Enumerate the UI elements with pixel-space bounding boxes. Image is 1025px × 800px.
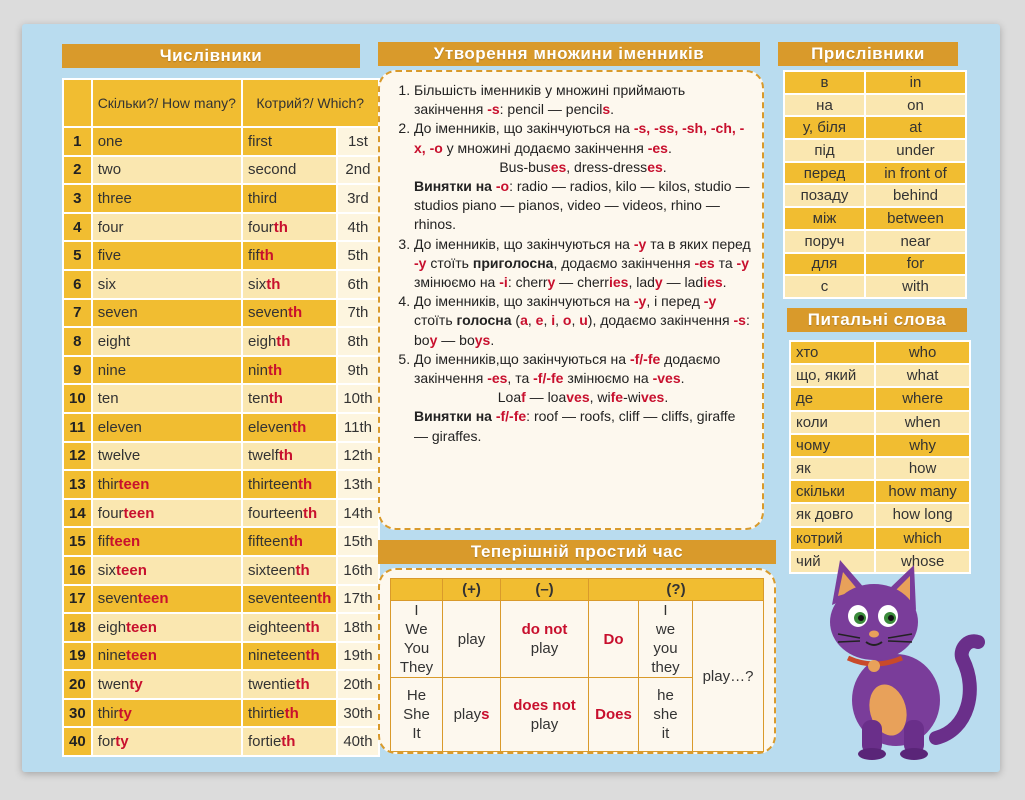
table-row	[790, 527, 970, 550]
table-row	[790, 411, 970, 434]
cardinal-suffix: teen	[123, 504, 155, 522]
numeral-number: 11	[63, 413, 92, 442]
cardinal-suffix: teen	[109, 533, 141, 551]
ordinal-word: eleventh	[242, 413, 337, 442]
ordinal-short: 16th	[337, 556, 378, 585]
adverb-ukr: для	[784, 253, 865, 276]
highlight: a	[520, 312, 528, 329]
ordinal-suffix: th	[302, 504, 318, 522]
cardinal-word: nine	[92, 356, 242, 385]
highlight: -es	[487, 370, 508, 387]
table-row	[784, 253, 966, 276]
numeral-number: 5	[63, 241, 92, 270]
highlight: -s	[733, 312, 746, 329]
question-word-eng: why	[875, 434, 970, 457]
ordinal-short: 19th	[337, 642, 378, 671]
ordinal-suffix: th	[288, 533, 303, 551]
highlight: es	[647, 158, 663, 175]
cardinal-word: nineteen	[92, 642, 242, 671]
highlight: ies	[608, 274, 629, 291]
ordinal-word: eighteenth	[242, 613, 337, 642]
ordinal-suffix: th	[295, 676, 310, 694]
ordinal-word: seventh	[242, 299, 337, 328]
highlight: i	[551, 312, 556, 329]
cardinal-word: one	[92, 127, 242, 156]
ordinal-short: 1st	[337, 127, 378, 156]
ordinal-short: 15th	[337, 527, 378, 556]
table-row	[63, 384, 379, 413]
table-row	[63, 585, 379, 614]
highlight: -y	[736, 254, 749, 271]
table-row	[63, 241, 379, 270]
numeral-number: 14	[63, 499, 92, 528]
table-row	[784, 116, 966, 139]
ps-verb-s: plays	[443, 678, 501, 752]
table-row	[784, 207, 966, 230]
highlight: -y	[414, 254, 427, 271]
numerals-table	[62, 78, 380, 757]
ordinal-short: 3rd	[337, 184, 378, 213]
ordinal-suffix: th	[266, 275, 281, 293]
adverb-eng: with	[865, 275, 966, 298]
table-row	[790, 364, 970, 387]
highlight: s	[602, 101, 611, 118]
numerals-title: Числівники	[62, 44, 360, 68]
numeral-number: 6	[63, 270, 92, 299]
ordinal-short: 18th	[337, 613, 378, 642]
rule-5: 5. До іменників,що закінчуються на -f/-fe додаємо закінчення -es, та -f/-fe змінюємо на -ves. Loaf — loaves, wife-wives. Винятки на -f/-fe: roof — roofs, cliff — cliffs, giraffe — giraffes.	[414, 350, 752, 446]
rule-2: 2. До іменників, що закінчуються на -s, -ss, -sh, -ch, -x, -o у множині додаємо закінчення -es. Bus-buses, dress-dresses. Винятки на -o: radio — radios, kilo — kilos, studio — studios piano — pianos, video — videos, rhino — rhinos.	[414, 119, 752, 234]
ordinal-short: 17th	[337, 585, 378, 614]
numeral-number: 10	[63, 384, 92, 413]
adverb-ukr: на	[784, 94, 865, 117]
table-row	[63, 184, 379, 213]
rule-2-exceptions: Винятки на -o: radio — radios, kilo — kilos, studio — studios piano — pianos, video — videos, rhino — rhinos.	[414, 178, 750, 233]
plural-rules	[378, 70, 764, 530]
table-row	[790, 387, 970, 410]
question-word-eng: which	[875, 527, 970, 550]
ordinal-word: sixth	[242, 270, 337, 299]
highlight: -es	[647, 139, 668, 156]
question-word-eng: how	[875, 457, 970, 480]
cat-illustration	[818, 560, 988, 760]
highlight: es	[550, 158, 567, 175]
adverb-eng: between	[865, 207, 966, 230]
question-word-ukr: котрий	[790, 527, 875, 550]
highlight: y	[429, 331, 438, 348]
question-words-table	[789, 340, 971, 574]
adverb-eng: behind	[865, 184, 966, 207]
adverb-eng: in	[865, 71, 966, 94]
table-row	[784, 71, 966, 94]
question-word-eng: when	[875, 411, 970, 434]
highlight: -s	[487, 101, 500, 118]
numeral-number: 30	[63, 699, 92, 728]
highlight: -y	[703, 293, 717, 310]
ordinal-suffix: th	[317, 590, 332, 608]
highlight: -es	[694, 254, 715, 271]
cardinal-suffix: teen	[116, 561, 147, 579]
ordinal-suffix: th	[295, 561, 310, 579]
header-how-many: Скільки?/ How many?	[92, 79, 242, 127]
numeral-number: 12	[63, 442, 92, 471]
ps-aux-do: Do	[589, 601, 639, 678]
rule-1: 1. Більшість іменників у множині приймають закінчення -s: pencil — pencils.	[414, 81, 752, 119]
ordinal-suffix: th	[267, 361, 283, 379]
table-row	[790, 480, 970, 503]
table-row	[63, 527, 379, 556]
ordinal-suffix: th	[284, 704, 299, 722]
ordinal-word: twelfth	[242, 442, 337, 471]
table-row	[63, 213, 379, 242]
numeral-number: 15	[63, 527, 92, 556]
table-row	[63, 127, 379, 156]
table-row	[784, 230, 966, 253]
ordinal-suffix: th	[287, 304, 303, 322]
ordinal-word: seventeenth	[242, 585, 337, 614]
numeral-number: 2	[63, 156, 92, 185]
table-row	[784, 94, 966, 117]
adverb-eng: under	[865, 139, 966, 162]
ordinal-suffix: th	[305, 618, 320, 636]
ps-verb: play	[443, 601, 501, 678]
ordinal-short: 6th	[337, 270, 378, 299]
header-which: Котрий?/ Which?	[242, 79, 379, 127]
rule-3: 3. До іменників, що закінчуються на -y та в яких перед -y стоїть приголосна, додаємо закінчення -es та -y змінюємо на -i: cherry — cherries, lady — ladies.	[414, 235, 752, 293]
highlight: -i	[499, 274, 508, 291]
ordinal-suffix: th	[259, 247, 274, 265]
cardinal-word: eleven	[92, 413, 242, 442]
ordinal-short: 2nd	[337, 156, 378, 185]
highlight: ves	[566, 389, 590, 406]
numeral-number: 40	[63, 727, 92, 756]
ordinal-suffix: th	[292, 418, 307, 436]
ordinal-suffix: th	[276, 332, 291, 350]
adverb-ukr: в	[784, 71, 865, 94]
emphasis: голосна	[456, 312, 512, 329]
rule-2-example: Bus-buses, dress-dresses.	[499, 158, 667, 175]
numeral-number: 3	[63, 184, 92, 213]
table-row	[790, 457, 970, 480]
ordinal-suffix: th	[281, 733, 296, 751]
numeral-number: 16	[63, 556, 92, 585]
cardinal-suffix: ty	[115, 733, 129, 751]
ordinal-word: fifth	[242, 241, 337, 270]
adverbs-title: Прислівники	[778, 42, 958, 66]
ordinal-suffix: th	[273, 218, 288, 236]
question-word-ukr: як довго	[790, 503, 875, 526]
question-word-ukr: чому	[790, 434, 875, 457]
ps-question-pronouns-singular: he she it	[639, 678, 693, 752]
question-word-ukr: як	[790, 457, 875, 480]
ps-pronouns-singular: He She It	[391, 678, 443, 752]
numeral-number: 18	[63, 613, 92, 642]
highlight: ves	[640, 389, 665, 406]
table-row	[63, 327, 379, 356]
ps-question-pronouns: I we you they	[639, 601, 693, 678]
ps-pronouns-plural: I We You They	[391, 601, 443, 678]
cardinal-suffix: ty	[129, 676, 143, 694]
rule-5-example: Loaf — loaves, wife-wives.	[497, 389, 669, 406]
table-row	[63, 699, 379, 728]
ordinal-short: 11th	[337, 413, 378, 442]
ordinal-word: nineteenth	[242, 642, 337, 671]
ordinal-word: fourth	[242, 213, 337, 242]
cardinal-suffix: teen	[118, 475, 150, 493]
numeral-number: 20	[63, 670, 92, 699]
ordinal-short: 5th	[337, 241, 378, 270]
table-row	[63, 270, 379, 299]
ordinal-short: 30th	[337, 699, 378, 728]
ordinal-word: eighth	[242, 327, 337, 356]
question-word-ukr: скільки	[790, 480, 875, 503]
cardinal-word: two	[92, 156, 242, 185]
ordinal-word: thirteenth	[242, 470, 337, 499]
table-row	[63, 413, 379, 442]
adverb-eng: for	[865, 253, 966, 276]
highlight: -ves	[652, 370, 681, 387]
ordinal-suffix: th	[305, 647, 320, 665]
ps-aux-does: Does	[589, 678, 639, 752]
ordinal-word: sixteenth	[242, 556, 337, 585]
highlight: -f/-fe	[533, 370, 564, 387]
emphasis: приголосна	[472, 254, 554, 271]
question-word-eng: where	[875, 387, 970, 410]
table-row	[63, 299, 379, 328]
table-row	[63, 442, 379, 471]
ordinal-short: 4th	[337, 213, 378, 242]
adverb-ukr: між	[784, 207, 865, 230]
ordinal-word: fourteenth	[242, 499, 337, 528]
question-word-eng: how long	[875, 503, 970, 526]
adverb-ukr: перед	[784, 162, 865, 185]
ordinal-word: ninth	[242, 356, 337, 385]
table-row	[63, 642, 379, 671]
cardinal-word: thirteen	[92, 470, 242, 499]
question-word-ukr: коли	[790, 411, 875, 434]
cardinal-word: seven	[92, 299, 242, 328]
cardinal-word: five	[92, 241, 242, 270]
ordinal-word: tenth	[242, 384, 337, 413]
cardinal-suffix: teen	[126, 647, 157, 665]
highlight: fe	[610, 389, 624, 406]
cardinal-word: thirty	[92, 699, 242, 728]
highlight: u	[579, 312, 588, 329]
rule-4: 4. До іменників, що закінчуються на -y, і перед -y стоїть голосна (a, e, i, o, u), додаємо закінчення -s: boy — boys.	[414, 292, 752, 350]
adverb-eng: in front of	[865, 162, 966, 185]
numeral-number: 19	[63, 642, 92, 671]
highlight: f	[521, 389, 526, 406]
ordinal-short: 8th	[337, 327, 378, 356]
adverb-ukr: поруч	[784, 230, 865, 253]
highlight: ies	[703, 274, 723, 291]
plural-title: Утворення множини іменників	[378, 42, 760, 66]
cardinal-word: ten	[92, 384, 242, 413]
question-word-eng: who	[875, 341, 970, 364]
table-row	[784, 275, 966, 298]
cardinal-word: four	[92, 213, 242, 242]
cardinal-word: eighteen	[92, 613, 242, 642]
question-word-eng: what	[875, 364, 970, 387]
numeral-number: 8	[63, 327, 92, 356]
ordinal-short: 12th	[337, 442, 378, 471]
cardinal-word: six	[92, 270, 242, 299]
table-row	[784, 162, 966, 185]
numeral-number: 17	[63, 585, 92, 614]
cardinal-word: fifteen	[92, 527, 242, 556]
question-word-eng: whose	[875, 550, 970, 573]
ordinal-suffix: th	[268, 390, 283, 408]
table-row	[63, 156, 379, 185]
numerals-header-blank	[63, 79, 92, 127]
table-row	[63, 356, 379, 385]
cardinal-word: forty	[92, 727, 242, 756]
adverbs-table	[783, 70, 967, 299]
ps-header-question: (?)	[589, 579, 764, 601]
ps-negative: do not play	[501, 601, 589, 678]
ordinal-suffix: th	[278, 447, 293, 465]
cardinal-suffix: teen	[137, 590, 169, 608]
adverb-eng: at	[865, 116, 966, 139]
ps-negative-does: does not play	[501, 678, 589, 752]
ordinal-short: 9th	[337, 356, 378, 385]
highlight: -y	[633, 293, 647, 310]
ps-header-plus: (+)	[443, 579, 501, 601]
adverb-ukr: позаду	[784, 184, 865, 207]
table-row	[790, 341, 970, 364]
present-simple-box	[378, 568, 776, 754]
numeral-number: 4	[63, 213, 92, 242]
question-word-ukr: де	[790, 387, 875, 410]
table-row	[63, 613, 379, 642]
rule-5-exceptions: Винятки на -f/-fe: roof — roofs, cliff — cliffs, giraffe — giraffes.	[414, 408, 736, 444]
ps-header-minus: (–)	[501, 579, 589, 601]
ordinal-word: second	[242, 156, 337, 185]
ordinal-word: third	[242, 184, 337, 213]
ordinal-word: first	[242, 127, 337, 156]
table-row	[63, 556, 379, 585]
ordinal-word: fortieth	[242, 727, 337, 756]
ordinal-short: 20th	[337, 670, 378, 699]
numeral-number: 7	[63, 299, 92, 328]
numeral-number: 9	[63, 356, 92, 385]
ordinal-word: fifteenth	[242, 527, 337, 556]
ordinal-word: twentieth	[242, 670, 337, 699]
table-row	[790, 434, 970, 457]
cardinal-word: twenty	[92, 670, 242, 699]
ps-question-verb: play…?	[693, 601, 764, 752]
ordinal-word: thirtieth	[242, 699, 337, 728]
cardinal-suffix: teen	[126, 618, 157, 636]
ordinal-suffix: th	[297, 475, 313, 493]
question-word-eng: how many	[875, 480, 970, 503]
table-row	[63, 470, 379, 499]
adverb-eng: on	[865, 94, 966, 117]
highlight: -s, -ss, -sh, -ch, -x, -o	[414, 120, 745, 156]
cardinal-suffix: ty	[118, 704, 132, 722]
cardinal-word: seventeen	[92, 585, 242, 614]
question-word-ukr: що, який	[790, 364, 875, 387]
question-word-ukr: чий	[790, 550, 875, 573]
highlight: y	[654, 274, 663, 291]
cardinal-word: fourteen	[92, 499, 242, 528]
highlight: -y	[633, 235, 647, 252]
numeral-number: 13	[63, 470, 92, 499]
table-row	[784, 139, 966, 162]
table-row	[63, 499, 379, 528]
highlight: y	[547, 274, 556, 291]
ordinal-short: 14th	[337, 499, 378, 528]
question-words-title: Питальні слова	[787, 308, 967, 332]
ordinal-short: 7th	[337, 299, 378, 328]
ordinal-short: 40th	[337, 727, 378, 756]
question-word-ukr: хто	[790, 341, 875, 364]
cardinal-word: sixteen	[92, 556, 242, 585]
adverb-ukr: с	[784, 275, 865, 298]
cardinal-word: three	[92, 184, 242, 213]
highlight: ys	[474, 331, 491, 348]
adverb-eng: near	[865, 230, 966, 253]
numeral-number: 1	[63, 127, 92, 156]
ps-header-blank	[391, 579, 443, 601]
table-row	[784, 184, 966, 207]
present-simple-title: Теперішній простий час	[378, 540, 776, 564]
ordinal-short: 13th	[337, 470, 378, 499]
highlight: o	[562, 312, 572, 329]
highlight: -f/-fe	[629, 350, 661, 367]
ordinal-short: 10th	[337, 384, 378, 413]
cardinal-word: twelve	[92, 442, 242, 471]
cardinal-word: eight	[92, 327, 242, 356]
highlight: e	[535, 312, 544, 329]
table-row	[63, 727, 379, 756]
present-simple-table	[390, 578, 764, 752]
table-row	[63, 670, 379, 699]
adverb-ukr: під	[784, 139, 865, 162]
adverb-ukr: у, біля	[784, 116, 865, 139]
table-row	[790, 503, 970, 526]
